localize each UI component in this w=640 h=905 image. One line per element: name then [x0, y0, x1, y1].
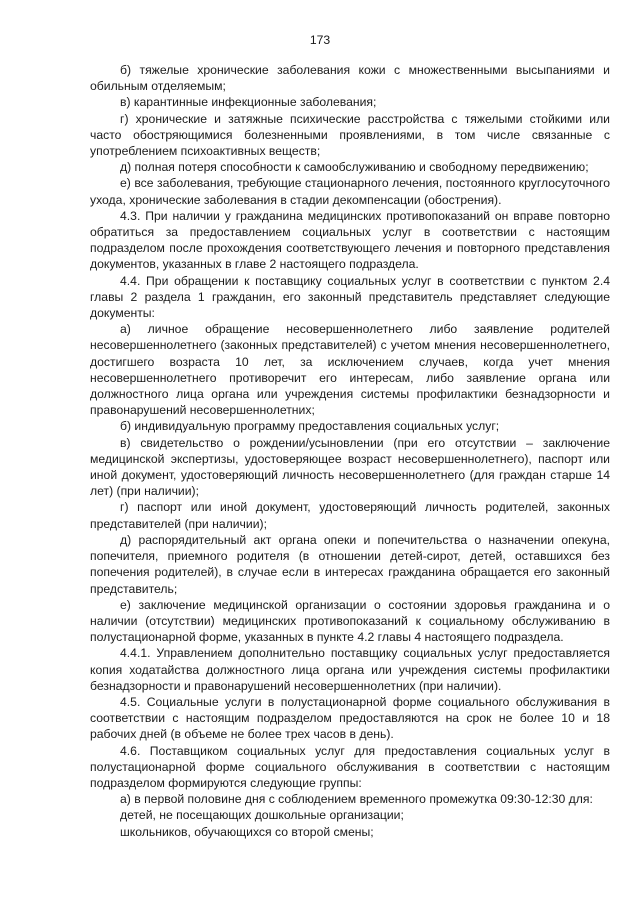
paragraph-v-quarantine: в) карантинные инфекционные заболевания;: [120, 95, 377, 110]
paragraph-v-birth-certificate: в) свидетельство о рождении/усыновлении (при его отсутствии – заключение медицинской экспертизы, удостоверяющее возраст несовершеннолетнего), паспорт или иной документ, удостоверяющий личность несовершеннолетнего (для граждан старше 14 лет) (при наличии);: [90, 435, 610, 499]
paragraph-4-3: 4.3. При наличии у гражданина медицинских противопоказаний он вправе повторно обратиться за предоставлением социальных услуг в соответствии с настоящим подразделом после прохождения соответствующего лечения и повторного представления документов, указанных в главе 2 настоящего подраздела.: [90, 208, 610, 272]
paragraph-preschool-children: детей, не посещающих дошкольные организации;: [120, 808, 404, 823]
paragraph-e-medical-conclusion: е) заключение медицинской организации о состоянии здоровья гражданина и о наличии (отсутствии) медицинских противопоказаний к социальному обслуживанию в полустационарной форме, указанных в пункте 4.2 главы 4 настоящего подраздела.: [90, 597, 610, 645]
paragraph-e-inpatient-diseases: е) все заболевания, требующие стационарного лечения, постоянного круглосуточного ухода, хронические заболевания в стадии декомпенсации (обострения).: [90, 176, 610, 207]
paragraph-4-4-1: 4.4.1. Управлением дополнительно поставщику социальных услуг предоставляется копия ходатайства должностного лица органа или учреждения системы профилактики безнадзорности и правонарушений несовершеннолетних (при наличии).: [90, 646, 610, 693]
paragraph-g-mental-disorders: г) хронические и затяжные психические расстройства с тяжелыми стойкими или часто обостряющимися болезненными проявлениями, в том числе связанные с употреблением психоактивных веществ;: [90, 111, 610, 159]
paragraph-d-guardianship-act: д) распорядительный акт органа опеки и попечительства о назначении опекуна, попечителя, приемного родителя (в отношении детей-сирот, детей, оставшихся без попечения родителей), в случае если в интересах гражданина обращается его законный представитель;: [90, 532, 610, 596]
paragraph-a-first-half-of-day: а) в первой половине дня с соблюдением временного промежутка 09:30-12:30 для:: [120, 792, 593, 807]
paragraph-4-4: 4.4. При обращении к поставщику социальных услуг в соответствии с пунктом 2.4 главы 2 раздела 1 гражданин, его законный представитель представляет следующие документы:: [90, 273, 610, 321]
paragraph-b-individual-program: б) индивидуальную программу предоставления социальных услуг;: [120, 419, 500, 434]
paragraph-4-6: 4.6. Поставщиком социальных услуг для предоставления социальных услуг в полустационарной форме социального обслуживания в соответствии с настоящим подразделом формируются следующие группы:: [90, 743, 610, 790]
page-number: 173: [309, 33, 331, 47]
paragraph-second-shift-pupils: школьников, обучающихся со второй смены;: [120, 824, 374, 839]
paragraph-g-parent-passport: г) паспорт или иной документ, удостоверяющий личность родителей, законных представителей (при наличии);: [90, 500, 610, 531]
paragraph-b-skin-diseases: б) тяжелые хронические заболевания кожи с множественными высыпаниями и обильным отделяемым;: [90, 63, 610, 94]
paragraph-4-5: 4.5. Социальные услуги в полустационарной форме социального обслуживания в соответствии с настоящим подразделом предоставляются на срок не более 10 и 18 рабочих дней (в объеме не более трех часов в день).: [90, 694, 610, 742]
paragraph-d-loss-of-self-care: д) полная потеря способности к самообслуживанию и свободному передвижению;: [120, 160, 589, 175]
paragraph-a-personal-request: а) личное обращение несовершеннолетнего либо заявление родителей несовершеннолетнего (законных представителей) с учетом мнения несовершеннолетнего, достигшего возраста 10 лет, за исключением случаев, когда учет мнения несовершеннолетнего противоречит его интересам, либо заявление органа или должностного лица органа или учреждения системы профилактики безнадзорности и правонарушений несовершеннолетних;: [90, 322, 610, 418]
document-body: [90, 62, 610, 840]
